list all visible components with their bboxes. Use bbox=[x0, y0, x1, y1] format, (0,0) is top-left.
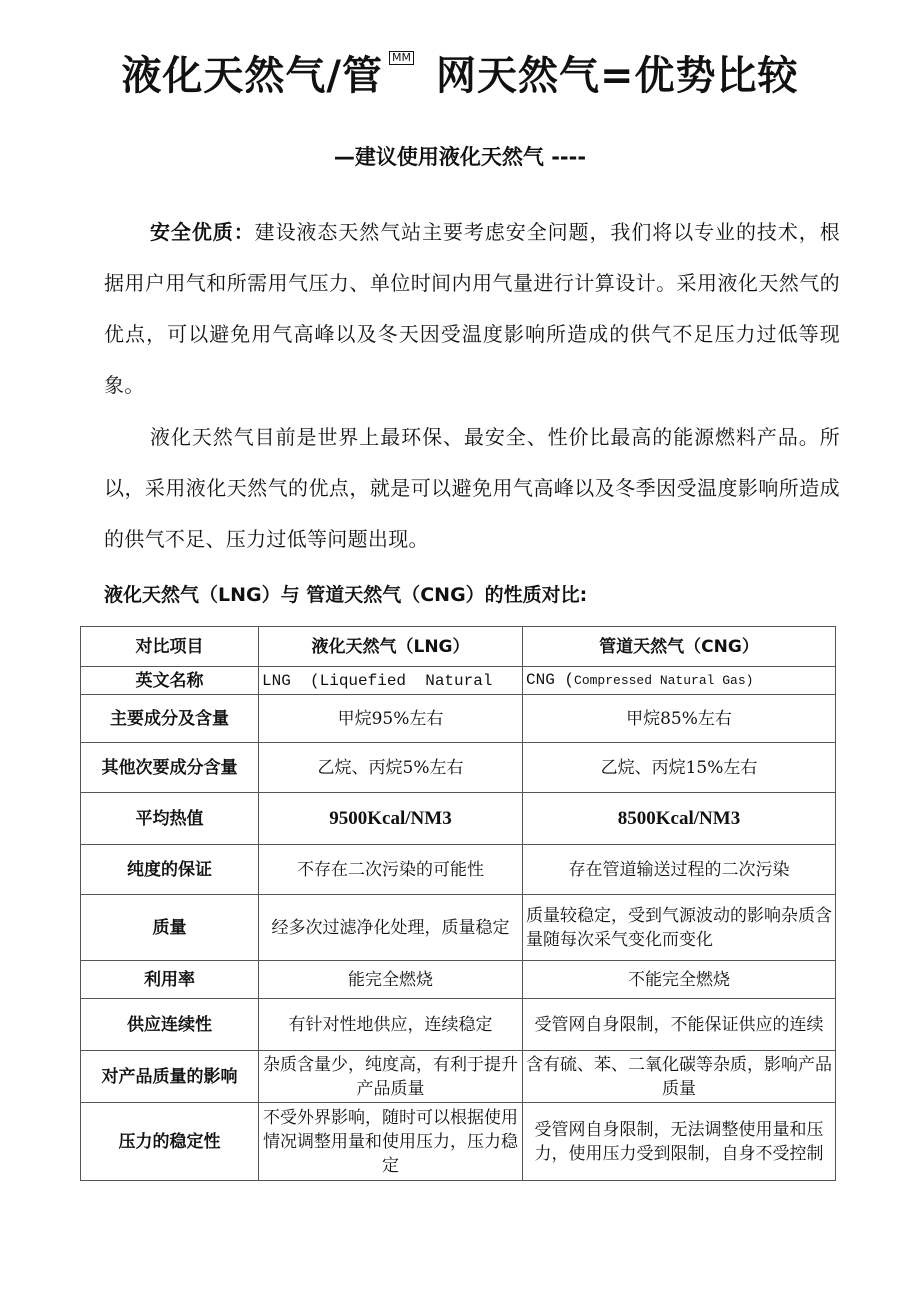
row-label: 压力的稳定性 bbox=[81, 1103, 259, 1181]
cng-cell: 质量较稳定，受到气源波动的影响杂质含量随每次采气变化而变化 bbox=[523, 895, 836, 961]
table-row bbox=[81, 1051, 836, 1103]
lng-cell: 杂质含量少，纯度高，有利于提升产品质量 bbox=[259, 1051, 523, 1103]
cng-cell: 不能完全燃烧 bbox=[523, 961, 836, 999]
table-row bbox=[81, 961, 836, 999]
paragraph-lead: 安全优质： bbox=[150, 220, 255, 244]
paragraph-text: 建设液态天然气站主要考虑安全问题，我们将以专业的技术，根据用户用气和所需用气压力、单位时间内用气量进行计算设计。采用液化天然气的优点，可以避免用气高峰以及冬天因受温度影响所造成的供气不足压力过低等现象。 bbox=[104, 220, 840, 397]
table-row bbox=[81, 845, 836, 895]
table-row bbox=[81, 999, 836, 1051]
cng-cell: 含有硫、苯、二氧化碳等杂质，影响产品质量 bbox=[523, 1051, 836, 1103]
lng-cell: 经多次过滤净化处理，质量稳定 bbox=[259, 895, 523, 961]
table-row bbox=[81, 743, 836, 793]
lng-cell: 不受外界影响，随时可以根据使用情况调整用量和使用压力，压力稳定 bbox=[259, 1103, 523, 1181]
page-title bbox=[0, 48, 920, 104]
row-label: 质量 bbox=[81, 895, 259, 961]
title-part1: 液化天然气/管 bbox=[121, 53, 384, 99]
lng-cell: 9500Kcal/NM3 bbox=[259, 793, 523, 845]
table-row bbox=[81, 895, 836, 961]
title-part2: 网天然气=优势比较 bbox=[436, 53, 799, 99]
title-glyph: MM bbox=[389, 51, 414, 65]
cng-cell: 存在管道输送过程的二次污染 bbox=[523, 845, 836, 895]
paragraph-lng: 液化天然气目前是世界上最环保、最安全、性价比最高的能源燃料产品。所以，采用液化天然气的优点，就是可以避免用气高峰以及冬季因受温度影响所造成的供气不足、压力过低等问题出现。 bbox=[104, 425, 840, 551]
lng-cell: 不存在二次污染的可能性 bbox=[259, 845, 523, 895]
row-label: 利用率 bbox=[81, 961, 259, 999]
cng-cell bbox=[523, 667, 836, 695]
cng-cell: 甲烷85%左右 bbox=[523, 695, 836, 743]
lng-cell: 有针对性地供应，连续稳定 bbox=[259, 999, 523, 1051]
cng-cell: 乙烷、丙烷15%左右 bbox=[523, 743, 836, 793]
header-cell: 对比项目 bbox=[81, 627, 259, 667]
row-label: 主要成分及含量 bbox=[81, 695, 259, 743]
cng-cell: 受管网自身限制，无法调整使用量和压力，使用压力受到限制，自身不受控制 bbox=[523, 1103, 836, 1181]
table-caption: 液化天然气（LNG）与 管道天然气（CNG）的性质对比: bbox=[104, 584, 588, 606]
header-cell: 管道天然气（CNG） bbox=[523, 627, 836, 667]
lng-cell: 甲烷95%左右 bbox=[259, 695, 523, 743]
cng-cell: 8500Kcal/NM3 bbox=[523, 793, 836, 845]
cng-cell-part: CNG ( bbox=[526, 671, 575, 689]
table-row bbox=[81, 695, 836, 743]
lng-cell: 能完全燃烧 bbox=[259, 961, 523, 999]
subtitle: —建议使用液化天然气 ---- bbox=[333, 145, 587, 169]
row-label: 供应连续性 bbox=[81, 999, 259, 1051]
cng-cell: 受管网自身限制，不能保证供应的连续 bbox=[523, 999, 836, 1051]
row-label: 纯度的保证 bbox=[81, 845, 259, 895]
table-row bbox=[81, 1103, 836, 1181]
row-label: 其他次要成分含量 bbox=[81, 743, 259, 793]
table-row bbox=[81, 667, 836, 695]
header-cell: 液化天然气（LNG） bbox=[259, 627, 523, 667]
lng-cell: 乙烷、丙烷5%左右 bbox=[259, 743, 523, 793]
row-label: 对产品质量的影响 bbox=[81, 1051, 259, 1103]
paragraph-safety bbox=[104, 207, 840, 411]
comparison-table bbox=[80, 626, 836, 1181]
table-header-row bbox=[81, 627, 836, 667]
row-label: 英文名称 bbox=[81, 667, 259, 695]
table-row bbox=[81, 793, 836, 845]
row-label: 平均热值 bbox=[81, 793, 259, 845]
lng-cell: LNG (Liquefied Natural bbox=[259, 667, 523, 695]
cng-cell-part: Compressed Natural Gas) bbox=[574, 673, 754, 688]
